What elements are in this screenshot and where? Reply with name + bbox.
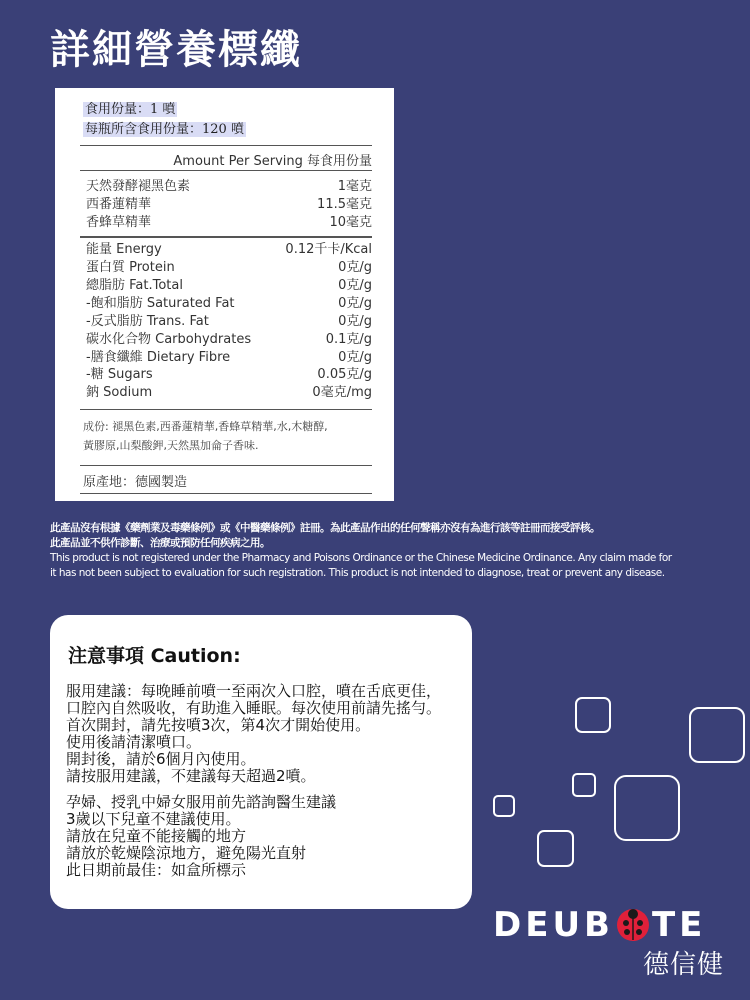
caution-title: 注意事項 Caution: xyxy=(68,645,241,667)
nutrient-row xyxy=(86,277,372,295)
divider xyxy=(80,409,372,410)
usage-line: 開封後，請於6個月內使用。 xyxy=(66,750,256,768)
divider xyxy=(80,465,372,466)
active-value: 1毫克 xyxy=(337,179,372,194)
warning-line: 請放於乾燥陰涼地方，避免陽光直射 xyxy=(66,844,307,862)
decorative-square xyxy=(537,830,574,867)
disclaimer-en-line: This product is not registered under the Pharmacy and Poisons Ordinance or the Chinese Medicine Ordinance. Any claim made for xyxy=(50,552,672,564)
disclaimer-zh-line: 此產品並不供作診斷、治療或預防任何疾病之用。 xyxy=(50,537,270,549)
active-row xyxy=(86,196,372,214)
nutrient-name: 總脂肪 Fat.Total xyxy=(86,278,183,293)
disclaimer-zh-line: 此產品沒有根據《藥劑業及毒藥條例》或《中醫藥條例》註冊。為此產品作出的任何聲稱亦沒有為進行該等註冊而接受評核。 xyxy=(50,522,600,534)
logo-text-right: TE xyxy=(651,905,707,945)
nutrient-value: 0克/g xyxy=(338,296,372,311)
regulatory-disclaimer xyxy=(50,521,720,581)
nutrient-name: 蛋白質 Protein xyxy=(86,260,175,275)
nutrient-name: -糖 Sugars xyxy=(86,367,153,382)
ingredients-line: 黃膠原,山梨酸鉀,天然黑加侖子香味. xyxy=(83,439,259,452)
brand-logo xyxy=(493,905,706,945)
active-value: 10毫克 xyxy=(329,215,372,230)
decorative-square xyxy=(614,775,680,841)
serving-info xyxy=(83,100,246,140)
ingredients xyxy=(83,417,373,455)
warning-line: 3歲以下兒童不建議使用。 xyxy=(66,810,241,828)
nutrient-row xyxy=(86,313,372,331)
active-name: 天然發酵褪黑色素 xyxy=(86,179,191,194)
decorative-square xyxy=(689,707,745,763)
decorative-square xyxy=(493,795,515,817)
brand-name-zh: 德信健 xyxy=(643,950,725,980)
nutrient-value: 0克/g xyxy=(338,260,372,275)
origin: 原產地：德國製造 xyxy=(83,475,188,490)
usage-line: 服用建議：每晚睡前噴一至兩次入口腔，噴在舌底更佳， xyxy=(66,682,442,700)
usage-instructions xyxy=(66,683,466,785)
usage-line: 口腔內自然吸收，有助進入睡眠。每次使用前請先搖勻。 xyxy=(66,699,442,717)
warning-line: 此日期前最佳：如盒所標示 xyxy=(66,861,247,879)
active-name: 香蜂草精華 xyxy=(86,215,152,230)
active-row xyxy=(86,178,372,196)
nutrient-value: 0毫克/mg xyxy=(312,385,372,400)
divider xyxy=(80,493,372,494)
nutrient-value: 0.1克/g xyxy=(325,332,372,347)
decorative-square xyxy=(572,773,596,797)
nutrient-value: 0.12千卡/Kcal xyxy=(285,242,372,257)
active-name: 西番蓮精華 xyxy=(86,197,152,212)
servings-per-container: 每瓶所含食用份量：120 噴 xyxy=(85,122,244,137)
warning-line: 孕婦、授乳中婦女服用前先諮詢醫生建議 xyxy=(66,793,337,811)
nutrient-name: -飽和脂肪 Saturated Fat xyxy=(86,296,235,311)
nutrient-name: -反式脂肪 Trans. Fat xyxy=(86,314,209,329)
warnings xyxy=(66,794,466,879)
nutrient-name: 鈉 Sodium xyxy=(86,385,153,400)
divider xyxy=(80,170,372,171)
nutrient-row xyxy=(86,384,372,402)
usage-line: 請按服用建議，不建議每天超過2噴。 xyxy=(66,767,316,785)
ingredients-line: 成份: 褪黑色素,西番蓮精華,香蜂草精華,水,木糖醇, xyxy=(83,420,328,433)
nutrient-value: 0克/g xyxy=(338,350,372,365)
usage-line: 首次開封，請先按噴3次，第4次才開始使用。 xyxy=(66,716,371,734)
serving-size: 食用份量：1 噴 xyxy=(85,102,176,117)
usage-line: 使用後請清潔噴口。 xyxy=(66,733,202,751)
active-row xyxy=(86,214,372,232)
nutrient-row xyxy=(86,331,372,349)
decorative-square xyxy=(575,697,611,733)
nutrient-name: 碳水化合物 Carbohydrates xyxy=(86,332,252,347)
nutrient-row xyxy=(86,259,372,277)
nutrient-value: 0.05克/g xyxy=(317,367,372,382)
nutrient-name: 能量 Energy xyxy=(86,242,162,257)
disclaimer-en-line: it has not been subject to evaluation for such registration. This product is not intended to diagnose, treat or prevent any disease. xyxy=(50,567,665,579)
nutrient-name: -膳食纖維 Dietary Fibre xyxy=(86,350,231,365)
page-title: 詳細營養標纖 xyxy=(50,27,302,73)
nutrient-value: 0克/g xyxy=(338,278,372,293)
amount-per-serving: Amount Per Serving 每食用份量 xyxy=(173,154,372,169)
logo-text-left: DEUB xyxy=(493,905,614,945)
ladybug-icon xyxy=(616,908,650,942)
nutrient-value: 0克/g xyxy=(338,314,372,329)
divider xyxy=(80,236,372,238)
active-value: 11.5毫克 xyxy=(317,197,372,212)
nutrient-row xyxy=(86,366,372,384)
nutrient-row xyxy=(86,349,372,367)
nutrient-row xyxy=(86,295,372,313)
divider xyxy=(80,145,372,146)
nutrient-row xyxy=(86,241,372,259)
caution-card xyxy=(50,615,472,909)
warning-line: 請放在兒童不能接觸的地方 xyxy=(66,827,247,845)
nutrition-label xyxy=(55,88,394,501)
